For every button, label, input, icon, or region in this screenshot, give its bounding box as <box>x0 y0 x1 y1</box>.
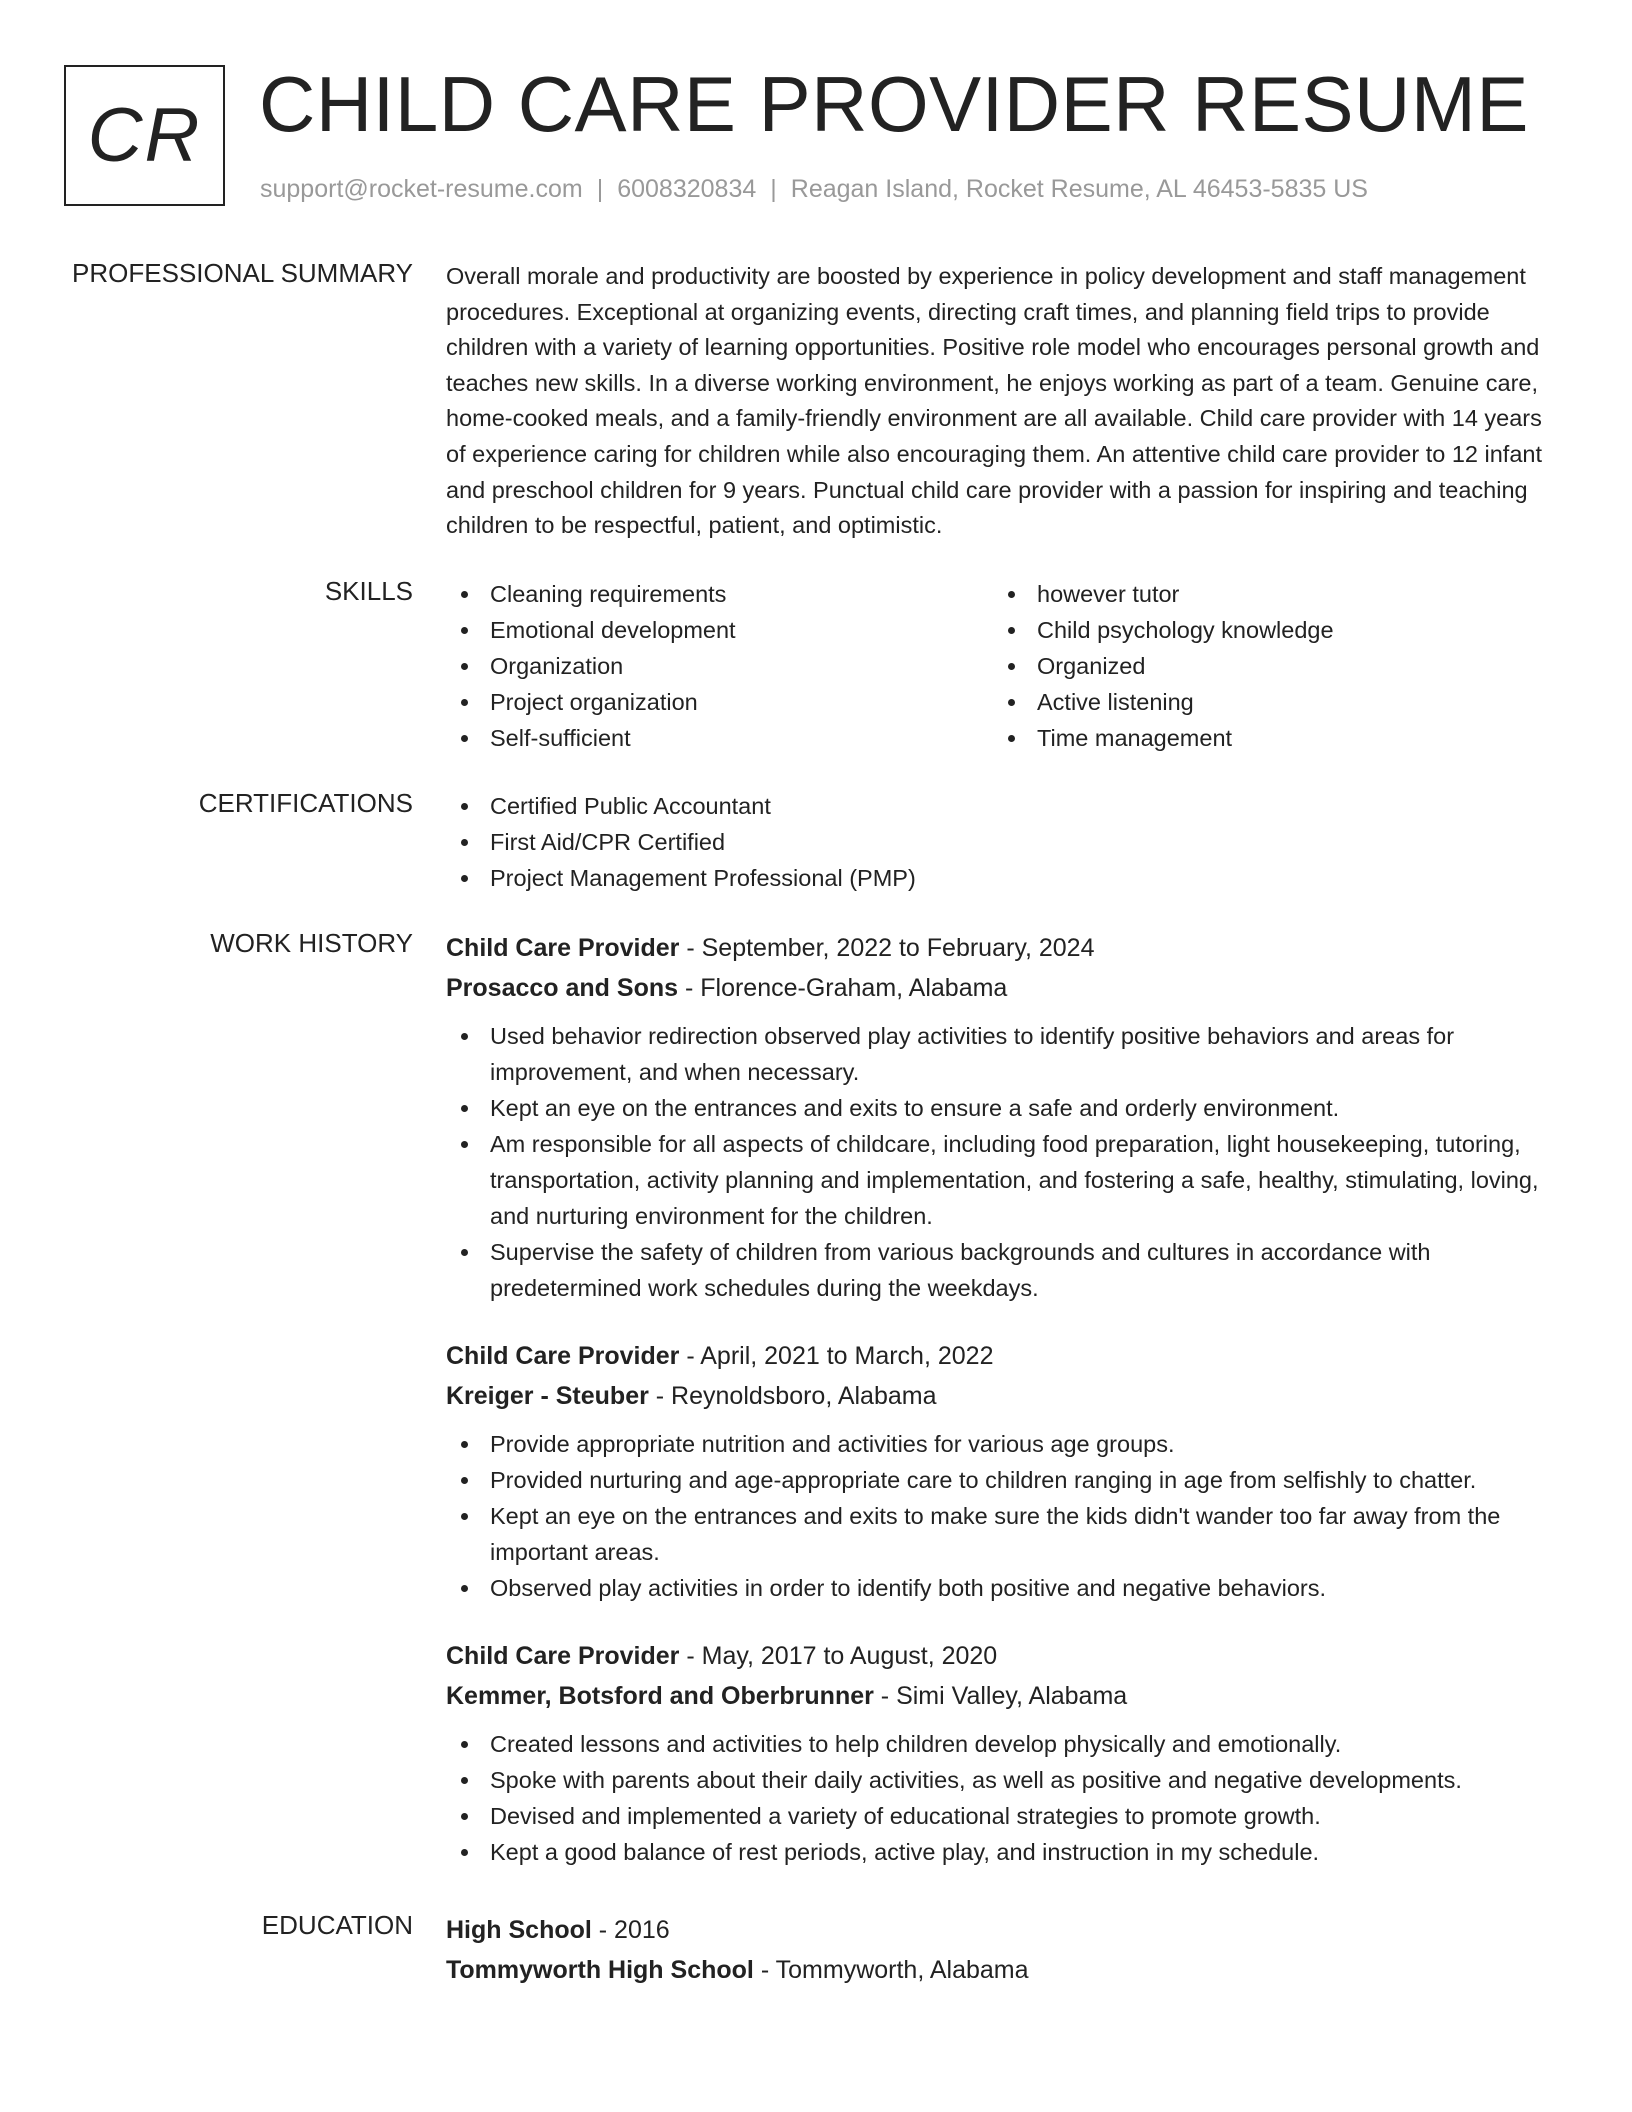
job-entry <box>446 928 1566 1306</box>
list-item: Used behavior redirection observed play activities to identify positive behaviors and areas for improvement, and when necessary. <box>446 1018 1566 1090</box>
job-company: Kreiger - Steuber <box>446 1382 649 1410</box>
list-item: Emotional development <box>446 612 993 648</box>
contact-separator: | <box>770 175 777 203</box>
certifications-list <box>446 788 1566 896</box>
contact-phone[interactable]: 6008320834 <box>617 175 757 203</box>
education-location: - Tommyworth, Alabama <box>753 1956 1029 1984</box>
job-title-line <box>446 1636 1566 1676</box>
job-duties-list <box>446 1426 1566 1606</box>
job-entry <box>446 1336 1566 1606</box>
skills-list-right <box>993 576 1540 756</box>
contact-address: Reagan Island, Rocket Resume, AL 46453-5835 US <box>790 175 1368 203</box>
job-title: Child Care Provider <box>446 934 680 962</box>
job-dates: - May, 2017 to August, 2020 <box>679 1642 998 1670</box>
list-item: Self-sufficient <box>446 720 993 756</box>
job-company: Prosacco and Sons <box>446 974 679 1002</box>
list-item: First Aid/CPR Certified <box>446 824 1566 860</box>
skills-columns <box>446 576 1566 756</box>
list-item: Kept an eye on the entrances and exits to make sure the kids didn't wander too far away from the important areas. <box>446 1498 1566 1570</box>
list-item: Organization <box>446 648 993 684</box>
resume-header <box>64 60 1584 210</box>
list-item: Kept a good balance of rest periods, active play, and instruction in my schedule. <box>446 1834 1566 1870</box>
section-label: WORK HISTORY <box>210 928 413 958</box>
list-item: Cleaning requirements <box>446 576 993 612</box>
job-entry <box>446 1636 1566 1870</box>
list-item: Supervise the safety of children from various backgrounds and cultures in accordance with predetermined work schedules during the weekdays. <box>446 1234 1566 1306</box>
section-label: SKILLS <box>324 576 413 606</box>
section-label: PROFESSIONAL SUMMARY <box>72 258 413 288</box>
skills-list-left <box>446 576 993 756</box>
job-company-line <box>446 1676 1566 1716</box>
education-school: Tommyworth High School <box>446 1956 754 1984</box>
job-location: - Simi Valley, Alabama <box>873 1682 1128 1710</box>
section-body <box>446 788 1566 896</box>
job-company-line <box>446 1376 1566 1416</box>
job-company-line <box>446 968 1566 1008</box>
list-item: Am responsible for all aspects of childcare, including food preparation, light housekeeping, tutoring, transportation, activity planning and implementation, and fostering a safe, healthy, stimulating, loving, and nurturing environment for the children. <box>446 1126 1566 1234</box>
section-label: CERTIFICATIONS <box>198 788 413 818</box>
job-duties-list <box>446 1726 1566 1870</box>
page-title: CHILD CARE PROVIDER RESUME <box>259 60 1529 148</box>
list-item: Project organization <box>446 684 993 720</box>
summary-text: Overall morale and productivity are boosted by experience in policy development and staff management procedures. Exceptional at organizing events, directing craft times, and planning field trips to provide children with a variety of learning opportunities. Positive role model who encourages personal growth and teaches new skills. In a diverse working environment, he enjoys working as part of a team. Genuine care, home-cooked meals, and a family-friendly environment are all available. Child care provider with 14 years of experience caring for children while also encouraging them. An attentive child care provider to 12 infant and preschool children for 9 years. Punctual child care provider with a passion for inspiring and teaching children to be respectful, patient, and optimistic. <box>446 263 1542 539</box>
education-degree: High School <box>446 1916 592 1944</box>
list-item: Created lessons and activities to help children develop physically and emotionally. <box>446 1726 1566 1762</box>
education-school-line <box>446 1950 1566 1990</box>
section-label: EDUCATION <box>261 1910 413 1940</box>
section-body <box>446 928 1566 1870</box>
list-item: Observed play activities in order to identify both positive and negative behaviors. <box>446 1570 1566 1606</box>
list-item: Child psychology knowledge <box>993 612 1540 648</box>
contact-separator: | <box>596 175 604 203</box>
job-title-line <box>446 928 1566 968</box>
list-item: Provided nurturing and age-appropriate care to children ranging in age from selfishly to chatter. <box>446 1462 1566 1498</box>
education-year: - 2016 <box>591 1916 670 1944</box>
job-title: Child Care Provider <box>446 1342 680 1370</box>
job-duties-list <box>446 1018 1566 1306</box>
job-title-line <box>446 1336 1566 1376</box>
list-item: however tutor <box>993 576 1540 612</box>
list-item: Project Management Professional (PMP) <box>446 860 1566 896</box>
job-title: Child Care Provider <box>446 1642 680 1670</box>
list-item: Devised and implemented a variety of educational strategies to promote growth. <box>446 1798 1566 1834</box>
section-body <box>446 259 1566 544</box>
list-item: Active listening <box>993 684 1540 720</box>
section-body <box>446 1910 1566 1990</box>
list-item: Provide appropriate nutrition and activities for various age groups. <box>446 1426 1566 1462</box>
job-company: Kemmer, Botsford and Oberbrunner <box>446 1682 874 1710</box>
list-item: Certified Public Accountant <box>446 788 1566 824</box>
job-dates: - September, 2022 to February, 2024 <box>679 934 1095 962</box>
job-dates: - April, 2021 to March, 2022 <box>679 1342 994 1370</box>
list-item: Kept an eye on the entrances and exits to ensure a safe and orderly environment. <box>446 1090 1566 1126</box>
contact-email[interactable]: support@rocket-resume.com <box>260 175 583 203</box>
contact-line <box>260 175 1368 204</box>
education-degree-line <box>446 1910 1566 1950</box>
list-item: Time management <box>993 720 1540 756</box>
list-item: Spoke with parents about their daily activities, as well as positive and negative developments. <box>446 1762 1566 1798</box>
monogram-logo: CR <box>64 65 225 206</box>
job-location: - Florence-Graham, Alabama <box>678 974 1008 1002</box>
list-item: Organized <box>993 648 1540 684</box>
section-body <box>446 576 1566 756</box>
job-location: - Reynoldsboro, Alabama <box>648 1382 937 1410</box>
